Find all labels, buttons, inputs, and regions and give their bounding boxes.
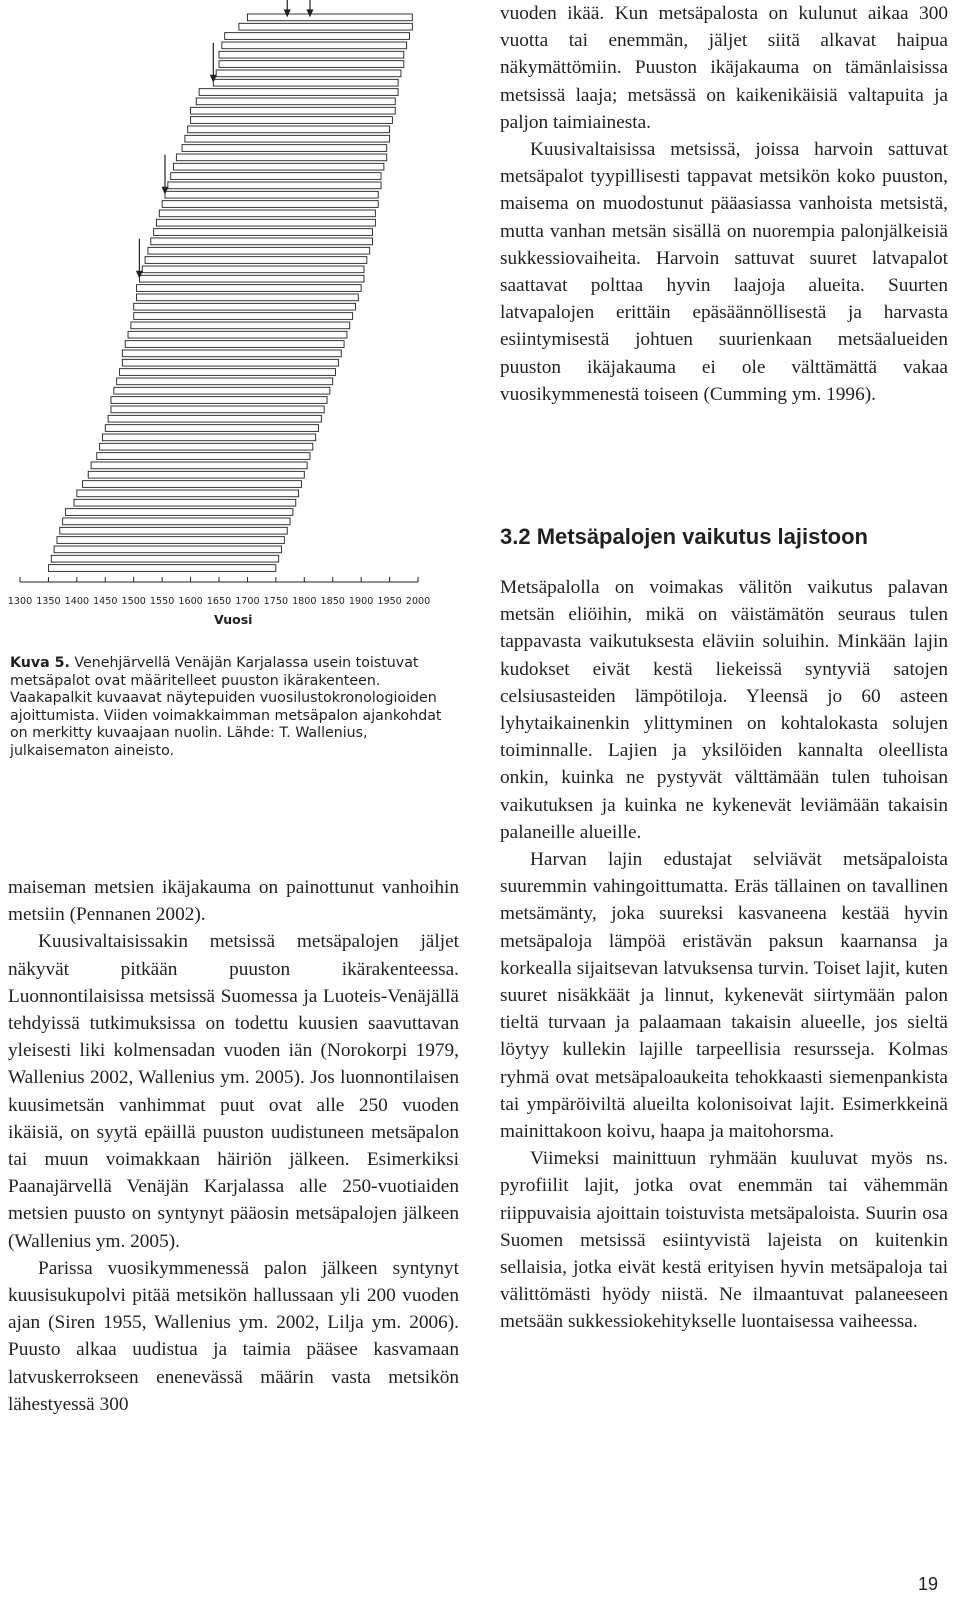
paragraph: Kuusivaltaisissakin metsissä metsäpalojen jäljet näkyvät pitkään puuston ikärakenteessa. Luonnontilaisissa metsissä Suomessa ja Luoteis-Venäjällä tehdyissä tutkimuksissa on todettu kuusien saavuttavan yleisesti liki kolmensadan vuoden iän (Norokorpi 1979, Wallenius 2002, Wallenius ym. 2005). Jos luonnontilaisen kuusimetsän vanhimmat puut ovat alle 250 vuoden ikäisiä, on syytä epäillä puuston uudistuneen metsäpalon tai muun voimakkaan häiriön jälkeen. Esimerkiksi Paanajärvellä Venäjän Karjalassa alle 250-vuotiaiden metsien puusto on syntynyt pääosin metsäpalojen jälkeen (Wallenius ym. 2005). [8, 931, 459, 1252]
chronology-bar [54, 546, 281, 553]
chronology-bar [137, 285, 362, 292]
paragraph: Parissa vuosikymmenessä palon jälkeen syntynyt kuusisukupolvi pitää metsikön hallussaan yli 200 vuoden ajan (Siren 1955, Wallenius ym. 2002, Lilja ym. 2006). Puusto alkaa uudistua ja taimia pääsee kasvamaan latvuskerrokseen enenevässä määrin vasta metsikön lähestyessä 300 [8, 1257, 459, 1415]
chronology-bar [168, 182, 381, 189]
chronology-bar [91, 462, 307, 469]
x-tick-label: 1400 [64, 596, 90, 607]
chronology-bar [128, 331, 347, 338]
chronology-bar [65, 509, 292, 516]
chronology-bar [247, 14, 412, 21]
chronology-bar [122, 350, 341, 357]
paragraph: maiseman metsien ikäjakauma on painottunut vanhoihin metsiin (Pennanen 2002). [8, 877, 459, 926]
chronology-bar [199, 89, 398, 96]
x-tick-label: 1350 [36, 596, 61, 607]
chronology-bar [185, 135, 390, 142]
chronology-bar [225, 33, 410, 40]
caption-label: Kuva 5. [10, 655, 70, 671]
chronology-bar [108, 415, 321, 422]
x-tick-label: 1450 [93, 596, 118, 607]
paragraph: vuoden ikää. Kun metsäpalosta on kulunut aikaa 300 vuotta tai enemmän, jäljet siitä alkavat haipua näkymättömiin. Puuston ikäjakauma on tämänlaisissa metsissä laaja; metsässä on kaikenikäisiä valtapuita ja paljon taimiainesta. [500, 3, 948, 133]
x-tick-label: 1850 [320, 596, 345, 607]
chronology-bar [165, 191, 378, 198]
x-axis-label: Vuosi [213, 612, 253, 627]
right-column-top [500, 0, 948, 408]
x-tick-label: 1550 [149, 596, 175, 607]
chronology-bar [142, 266, 364, 273]
chronology-bar [239, 23, 412, 30]
chronology-bar [131, 322, 350, 329]
chronology-bar [222, 42, 407, 49]
tree-ring-chart [0, 0, 470, 640]
chronology-bar [74, 499, 296, 506]
chronology-bar [182, 145, 387, 152]
x-tick-label: 1800 [292, 596, 317, 607]
chronology-bar [137, 294, 359, 301]
page-number: 19 [918, 1574, 939, 1594]
paragraph: Viimeksi mainittuun ryhmään kuuluvat myös ns. pyrofiilit lajit, jotka ovat enemmän tai vähemmän riippuvaisia ajoittain toistuvista metsäpaloista. Suurin osa Suomen metsissä esiintyvistä lajeista on kuitenkin sellaisia, jotka eivät kestä erityisen hyvin metsäpaloja tai välittömästi hyödy niistä. Ne ilmaantuvat palaneeseen metsään sukkessiokehitykselle luontaisessa vaiheessa. [500, 1148, 948, 1333]
x-tick-label: 2000 [405, 596, 431, 607]
chronology-bar [154, 229, 373, 236]
chronology-bar [156, 219, 375, 226]
chronology-bar [51, 555, 278, 562]
chronology-bar [151, 238, 373, 245]
chronology-bar [120, 369, 336, 376]
x-tick-label: 1650 [206, 596, 232, 607]
chronology-bar [213, 79, 398, 86]
chronology-bar [83, 481, 302, 488]
chronology-bar [176, 154, 386, 161]
chronology-bar [188, 126, 390, 133]
x-tick-label: 1300 [7, 596, 33, 607]
chronology-bar [77, 490, 299, 497]
x-tick-label: 1750 [263, 596, 289, 607]
caption-text: Venehjärvellä Venäjän Karjalassa usein toistuvat metsäpalot ovat määritelleet puuston ikärakenteen. Vaakapalkit kuvaavat näytepuiden vuosilustokronologioiden ajoittumista. Viiden voimakkaimman metsäpalon ajankohdat on merkitty kuvaajaan nuolin. Lähde: T. Wallenius, julkaisematon aineisto. [10, 655, 442, 759]
x-tick-label: 1950 [377, 596, 402, 607]
chronology-bar [63, 518, 290, 525]
chronology-bar [219, 51, 404, 58]
x-tick-label: 1500 [121, 596, 146, 607]
x-tick-label: 1700 [235, 596, 260, 607]
chronology-bar [139, 275, 364, 282]
chronology-bar [60, 527, 287, 534]
paragraph: Metsäpalolla on voimakas välitön vaikutus palavan metsän eliöihin, mikä on väistämätön seuraus tulen tappavasta vaikutuksesta eläviin soluihin. Minkään lajin kudokset eivät kestä liekeissä syntyviä satojen celsiusasteiden lämpötiloja. Yleensä jo 60 asteen lyhytaikainenkin ylittyminen on kohtalokasta solujen toiminnalle. Lajien ja yksilöiden kannalta oleellista onkin, kuinka ne pystyvät välttämään tulen tuhoisan vaikutuksen ja kuinka ne kykenevät leviämään takaisin palaneille alueille. [500, 577, 948, 843]
chronology-bar [191, 117, 393, 124]
chronology-bar [111, 397, 327, 404]
chronology-bar [134, 303, 356, 310]
chronology-bar [125, 341, 344, 348]
chronology-bar [122, 359, 338, 366]
right-column-bottom [500, 574, 948, 1336]
paragraph: Kuusivaltaisissa metsissä, joissa harvoin sattuvat metsäpalot tyypillisesti tappavat metsikön koko puuston, maisema on muodostunut pääasiassa vanhoista metsistä, mutta vanhan metsän sisällä on nuorempia palonjälkeisiä sukkessiovaiheita. Harvoin sattuvat suuret latvapalot saattavat polttaa hyvin laajoja alueita. Suurten latvapalojen erittäin epäsäännöllisestä ja harvasta esiintymisestä johtuen suurienkaan metsäalueiden puuston ikäjakauma ei ole välttämättä vakaa vuosikymmenestä toiseen (Cumming ym. 1996). [500, 139, 948, 405]
chronology-bar [48, 565, 275, 572]
chronology-bar [196, 98, 395, 105]
chronology-bar [191, 107, 396, 114]
chronology-bar [162, 201, 378, 208]
chronology-bar [117, 378, 333, 385]
chronology-bar [219, 61, 404, 68]
chronology-bar [174, 163, 384, 170]
chronology-bar [57, 537, 284, 544]
x-tick-label: 1900 [348, 596, 374, 607]
chronology-bar [114, 387, 330, 394]
chronology-bar [97, 453, 310, 460]
chronology-bar [148, 247, 370, 254]
left-column [8, 874, 459, 1418]
chronology-bar [216, 70, 401, 77]
chronology-bar [100, 443, 313, 450]
chronology-bar [88, 471, 304, 478]
x-tick-label: 1600 [178, 596, 203, 607]
figure-caption [10, 655, 450, 761]
chronology-bar [171, 173, 381, 180]
chronology-bar [105, 425, 318, 432]
chronology-bar [159, 210, 375, 217]
chronology-bar [111, 406, 324, 413]
chronology-bar [134, 313, 353, 320]
chronology-bar [102, 434, 315, 441]
paragraph: Harvan lajin edustajat selviävät metsäpaloista suuremmin vahingoittumatta. Eräs tällainen on tavallinen metsämänty, joka suureksi kasvaneena kestää hyvin metsäpaloja lämpöä eristävän paksun kaarnansa ja korkealla sijaitsevan latvuksensa turvin. Toiset lajit, kuten suuret nisäkkäät ja linnut, kykenevät siirtymään palon tieltä turvaan ja palaamaan takaisin alueelle, jos sieltä löytyy kullekin lajille tarpeellisia resursseja. Kolmas ryhmä ovat metsäpaloaukeita tehokkaasti siemenpankista tai ympäröiviltä alueilta kolonisoivat lajit. Esimerkkeinä mainittakoon koivu, haapa ja maitohorsma. [500, 849, 948, 1143]
section-heading: 3.2 Metsäpalojen vaikutus lajistoon [500, 524, 868, 549]
chronology-bar [145, 257, 367, 264]
